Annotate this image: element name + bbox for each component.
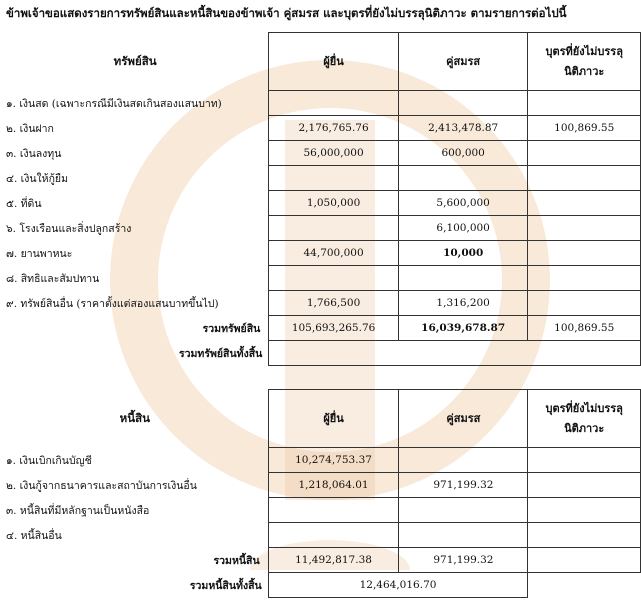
asset-label-buildings: ๖. โรงเรือนและสิ่งปลูกสร้าง	[6, 222, 132, 235]
assets-table	[2, 32, 641, 366]
asset-label-vehicles: ๗. ยานพาหนะ	[6, 247, 73, 260]
table-row	[2, 291, 641, 316]
liabilities-grand-total-row	[2, 573, 641, 598]
liabilities-header-child	[528, 390, 641, 448]
liability-other-child	[528, 523, 641, 548]
assets-grand-total-label: รวมทรัพย์สินทั้งสิ้น	[178, 347, 263, 360]
liabilities-header-row	[2, 390, 641, 448]
assets-header-row	[2, 33, 641, 91]
asset-other-child	[528, 291, 641, 316]
liability-other-spouse	[399, 523, 528, 548]
liability-overdraft-spouse	[399, 448, 528, 473]
liabilities-grand-total-spacer	[528, 573, 641, 598]
table-row	[2, 116, 641, 141]
table-row	[2, 473, 641, 498]
asset-deposits-spouse: 2,413,478.87	[398, 116, 528, 141]
liabilities-header-child-line2: นิติภาวะ	[564, 421, 605, 435]
liability-label-bank-loans: ๒. เงินกู้จากธนาคารและสถาบันการเงินอื่น	[6, 479, 197, 492]
asset-land-declarant: 1,050,000	[269, 191, 399, 216]
asset-label-cash: ๑. เงินสด (เฉพาะกรณีมีเงินสดเกินสองแสนบาท)	[6, 97, 222, 110]
asset-deposits-child: 100,869.55	[528, 116, 641, 141]
assets-header-child-line2: นิติภาวะ	[564, 64, 605, 78]
assets-grand-total-value	[269, 341, 641, 366]
asset-other-spouse: 1,316,200	[398, 291, 528, 316]
liabilities-grand-total-value: 12,464,016.70	[268, 573, 528, 598]
asset-label-land: ๕. ที่ดิน	[6, 197, 42, 210]
asset-label-other: ๙. ทรัพย์สินอื่น (ราคาตั้งแต่สองแสนบาทขึ้นไป)	[6, 297, 219, 310]
liability-bank-loans-spouse: 971,199.32	[399, 473, 528, 498]
liability-label-overdraft: ๑. เงินเบิกเกินบัญชี	[6, 454, 92, 467]
asset-buildings-spouse: 6,100,000	[398, 216, 528, 241]
asset-loans-given-child	[528, 166, 641, 191]
asset-cash-declarant	[269, 91, 399, 116]
asset-investments-declarant: 56,000,000	[269, 141, 399, 166]
liabilities-total-child	[528, 548, 641, 573]
liabilities-table	[2, 389, 641, 598]
asset-vehicles-declarant: 44,700,000	[269, 241, 399, 266]
table-row	[2, 498, 641, 523]
liability-label-documented-debt: ๓. หนี้สินที่มีหลักฐานเป็นหนังสือ	[6, 504, 150, 517]
table-row	[2, 448, 641, 473]
liabilities-total-row	[2, 548, 641, 573]
liability-label-other: ๔. หนี้สินอื่น	[6, 529, 62, 542]
table-row	[2, 216, 641, 241]
liabilities-total-spouse: 971,199.32	[399, 548, 528, 573]
liabilities-grand-total-label: รวมหนี้สินทั้งสิ้น	[189, 579, 262, 592]
asset-cash-spouse	[398, 91, 528, 116]
asset-buildings-child	[528, 216, 641, 241]
asset-label-rights: ๘. สิทธิและสัมปทาน	[6, 272, 100, 285]
intro-statement: ข้าพเจ้าขอแสดงรายการทรัพย์สินและหนี้สินของข้าพเจ้า คู่สมรส และบุตรที่ยังไม่บรรลุนิติภาวะ ตามรายการต่อไปนี้	[6, 6, 567, 20]
asset-rights-spouse	[398, 266, 528, 291]
assets-total-child: 100,869.55	[528, 316, 641, 341]
asset-vehicles-spouse: 10,000	[398, 241, 528, 266]
assets-title: ทรัพย์สิน	[113, 53, 157, 68]
asset-rights-declarant	[269, 266, 399, 291]
asset-label-deposits: ๒. เงินฝาก	[6, 122, 54, 135]
assets-header-spouse: คู่สมรส	[398, 33, 528, 91]
assets-header-child-line1: บุตรที่ยังไม่บรรลุ	[545, 44, 623, 58]
liability-overdraft-child	[528, 448, 641, 473]
asset-investments-spouse: 600,000	[398, 141, 528, 166]
asset-loans-given-declarant	[269, 166, 399, 191]
liabilities-total-label: รวมหนี้สิน	[213, 554, 260, 567]
assets-total-spouse: 16,039,678.87	[398, 316, 528, 341]
table-row	[2, 141, 641, 166]
asset-land-child	[528, 191, 641, 216]
asset-land-spouse: 5,600,000	[398, 191, 528, 216]
table-row	[2, 166, 641, 191]
asset-rights-child	[528, 266, 641, 291]
liability-documented-debt-spouse	[399, 498, 528, 523]
asset-label-investments: ๓. เงินลงทุน	[6, 147, 62, 160]
liabilities-header-child-line1: บุตรที่ยังไม่บรรลุ	[545, 401, 623, 415]
assets-total-declarant: 105,693,265.76	[269, 316, 399, 341]
liability-bank-loans-child	[528, 473, 641, 498]
asset-buildings-declarant	[269, 216, 399, 241]
table-row	[2, 266, 641, 291]
liabilities-header-declarant: ผู้ยื่น	[268, 390, 399, 448]
table-row	[2, 523, 641, 548]
asset-vehicles-child	[528, 241, 641, 266]
asset-investments-child	[528, 141, 641, 166]
table-row	[2, 241, 641, 266]
liabilities-header-spouse: คู่สมรส	[399, 390, 528, 448]
assets-total-label: รวมทรัพย์สิน	[202, 322, 261, 335]
liabilities-title: หนี้สิน	[119, 410, 150, 425]
liability-overdraft-declarant: 10,274,753.37	[268, 448, 399, 473]
assets-grand-total-row	[2, 341, 641, 366]
asset-deposits-declarant: 2,176,765.76	[269, 116, 399, 141]
assets-header-declarant: ผู้ยื่น	[269, 33, 399, 91]
liabilities-total-declarant: 11,492,817.38	[268, 548, 399, 573]
assets-header-child	[528, 33, 641, 91]
asset-other-declarant: 1,766,500	[269, 291, 399, 316]
liability-bank-loans-declarant: 1,218,064.01	[268, 473, 399, 498]
liability-documented-debt-child	[528, 498, 641, 523]
assets-total-row	[2, 316, 641, 341]
asset-loans-given-spouse	[398, 166, 528, 191]
asset-cash-child	[528, 91, 641, 116]
table-row	[2, 191, 641, 216]
asset-label-loans-given: ๔. เงินให้กู้ยืม	[6, 172, 68, 185]
table-row	[2, 91, 641, 116]
liability-documented-debt-declarant	[268, 498, 399, 523]
liability-other-declarant	[268, 523, 399, 548]
